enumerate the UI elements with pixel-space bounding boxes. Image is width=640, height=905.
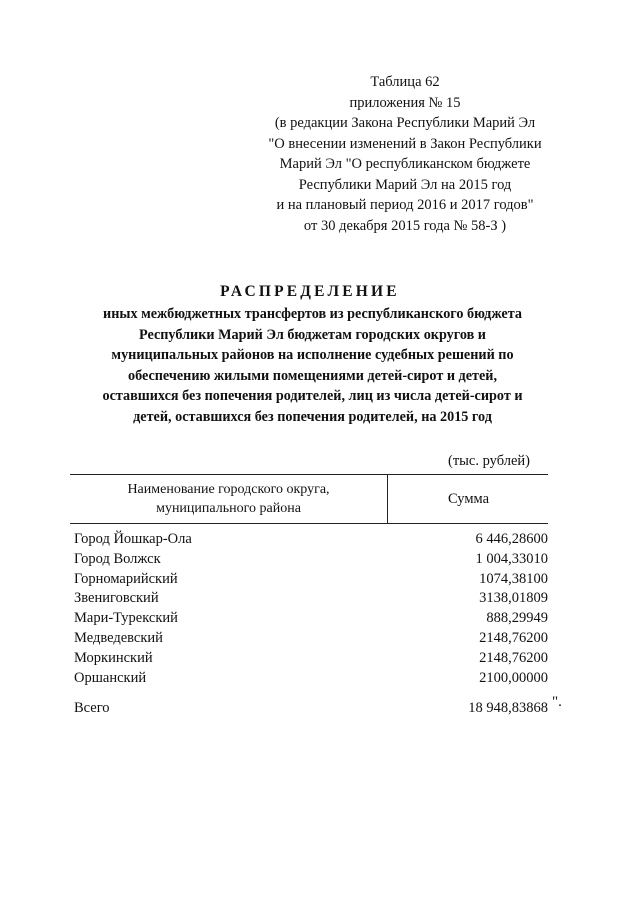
table-row [70,669,548,689]
row-value: 1074,38100 [479,570,548,587]
appendix-header [255,72,555,236]
row-name: Горномарийский [74,570,178,587]
header-line: и на плановый период 2016 и 2017 годов" [276,197,534,213]
table-row [70,629,548,649]
column-header-name-line2: муниципального района [156,501,301,516]
table-row [70,589,548,609]
total-row [70,694,562,718]
column-header-name-line1: Наименование городского округа, [127,482,330,497]
row-name: Моркинский [74,649,153,666]
subtitle-line: Республики Марий Эл бюджетам городских округов и [139,326,486,343]
total-value: 18 948,83868 [468,700,548,716]
row-name: Город Йошкар-Ола [74,531,192,547]
table-header [70,474,548,524]
header-line: (в редакции Закона Республики Марий Эл [274,115,536,131]
header-line: Марий Эл "О республиканском бюджете [279,156,531,172]
table-row [70,530,548,550]
document-title: РАСПРЕДЕЛЕНИЕ [220,283,400,300]
table-row [70,649,548,669]
subtitle-line: муниципальных районов на исполнение судебных решений по [111,347,514,363]
row-value: 6 446,28600 [475,531,548,547]
row-name: Медведевский [74,629,163,646]
units-label: (тыс. рублей) [448,453,530,469]
row-value: 2148,76200 [479,629,548,646]
closing-quote-mark: ". [552,694,562,710]
table-body [70,530,548,688]
header-line: "О внесении изменений в Закон Республики [268,135,542,152]
subtitle-line: оставшихся без попечения родителей, лиц из числа детей-сирот и [102,388,523,404]
subtitle-line: обеспечению жилыми помещениями детей-сирот и детей, [127,367,498,384]
row-name: Мари-Турекский [74,610,178,627]
header-line: приложения № 15 [349,94,461,111]
table-row [70,570,548,590]
row-name: Город Волжск [74,550,161,567]
row-value: 888,29949 [486,610,548,627]
column-header-name [70,475,388,523]
row-name: Оршанский [74,669,147,686]
row-value: 2148,76200 [479,649,548,666]
subtitle-line: детей, оставшихся без попечения родителей, на 2015 год [133,408,492,425]
header-line: от 30 декабря 2015 года № 58-З ) [303,217,507,234]
table-row [70,550,548,570]
column-header-sum: Сумма [447,491,490,507]
row-name: Звениговский [74,590,159,607]
row-value: 1 004,33010 [475,550,548,567]
subtitle-line: иных межбюджетных трансфертов из республиканского бюджета [103,306,522,322]
header-line: Республики Марий Эл на 2015 год [298,176,512,193]
document-subtitle [70,304,555,427]
row-value: 3138,01809 [479,590,548,607]
header-line: Таблица 62 [370,74,440,90]
total-label: Всего [74,700,110,716]
row-value: 2100,00000 [479,669,548,686]
table-row [70,609,548,629]
